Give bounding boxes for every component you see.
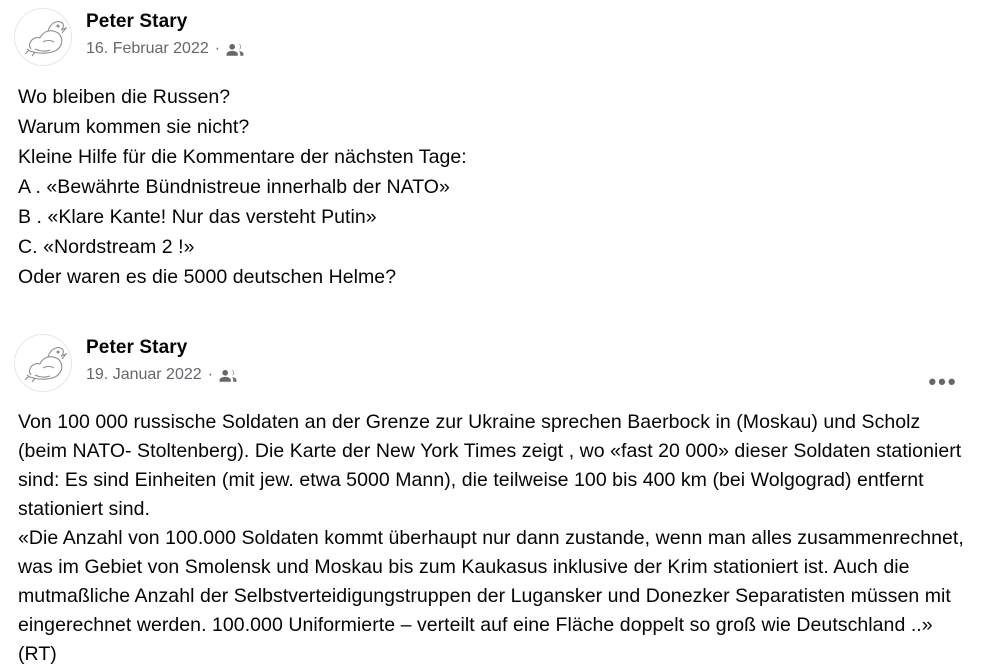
- post-header-text: [86, 332, 237, 387]
- post-line: Oder waren es die 5000 deutschen Helme?: [18, 266, 397, 288]
- post-body: [0, 392, 991, 669]
- post-body: [0, 66, 991, 292]
- post-line: Wo bleiben die Russen?: [18, 86, 231, 108]
- post-meta: [86, 37, 244, 61]
- post: [0, 326, 991, 669]
- post-options-button[interactable]: •••: [928, 369, 958, 394]
- post-header: [0, 326, 991, 392]
- post-paragraph: Von 100 000 russische Soldaten an der Grenze zur Ukraine sprechen Baerbock in (Moskau) und Scholz (beim NATO- Stoltenberg). Die Karte der New York Times zeigt , wo «fast 20 000» dieser Soldaten stationiert sind: Es sind Einheiten (mit jew. etwa 5000 Mann), die teilweise 100 bis 400 km (bei Wolgograd) entfernt stationiert sind.: [18, 411, 962, 520]
- post-paragraph: «Die Anzahl von 100.000 Soldaten kommt überhaupt nur dann zustande, wenn man alles zusammenrechnet, was im Gebiet von Smolensk und Moskau bis zum Kaukasus inklusive der Krim stationiert ist. Auch die mutmaßliche Anzahl der Selbstverteidigungstruppen der Lugansker und Donezker Separatisten müssen mit eingerechnet werden. 100.000 Uniformierte – verteilt auf eine Fläche doppelt so groß wie Deutschland ..» (RT): [18, 527, 964, 665]
- post-date[interactable]: 16. Februar 2022: [86, 40, 209, 57]
- post-header-text: [86, 6, 244, 61]
- post-header: [0, 0, 991, 66]
- post-line: Kleine Hilfe für die Kommentare der nächsten Tage:: [18, 146, 467, 168]
- friends-icon[interactable]: [226, 40, 244, 58]
- meta-separator: ·: [207, 366, 213, 383]
- meta-separator: ·: [214, 40, 221, 57]
- post-line: C. «Nordstream 2 !»: [18, 236, 195, 258]
- post-line: A . «Bewährte Bündnistreue innerhalb der NATO»: [18, 176, 450, 198]
- post-date[interactable]: 19. Januar 2022: [86, 366, 202, 383]
- friends-icon[interactable]: [219, 366, 237, 384]
- post-line: B . «Klare Kante! Nur das versteht Putin»: [18, 206, 377, 228]
- post-author[interactable]: Peter Stary: [86, 337, 188, 358]
- avatar[interactable]: [14, 8, 72, 66]
- avatar[interactable]: [14, 334, 72, 392]
- post-meta: [86, 363, 237, 387]
- post-line: Warum kommen sie nicht?: [18, 116, 250, 138]
- post-author[interactable]: Peter Stary: [86, 11, 188, 32]
- post: [0, 0, 991, 292]
